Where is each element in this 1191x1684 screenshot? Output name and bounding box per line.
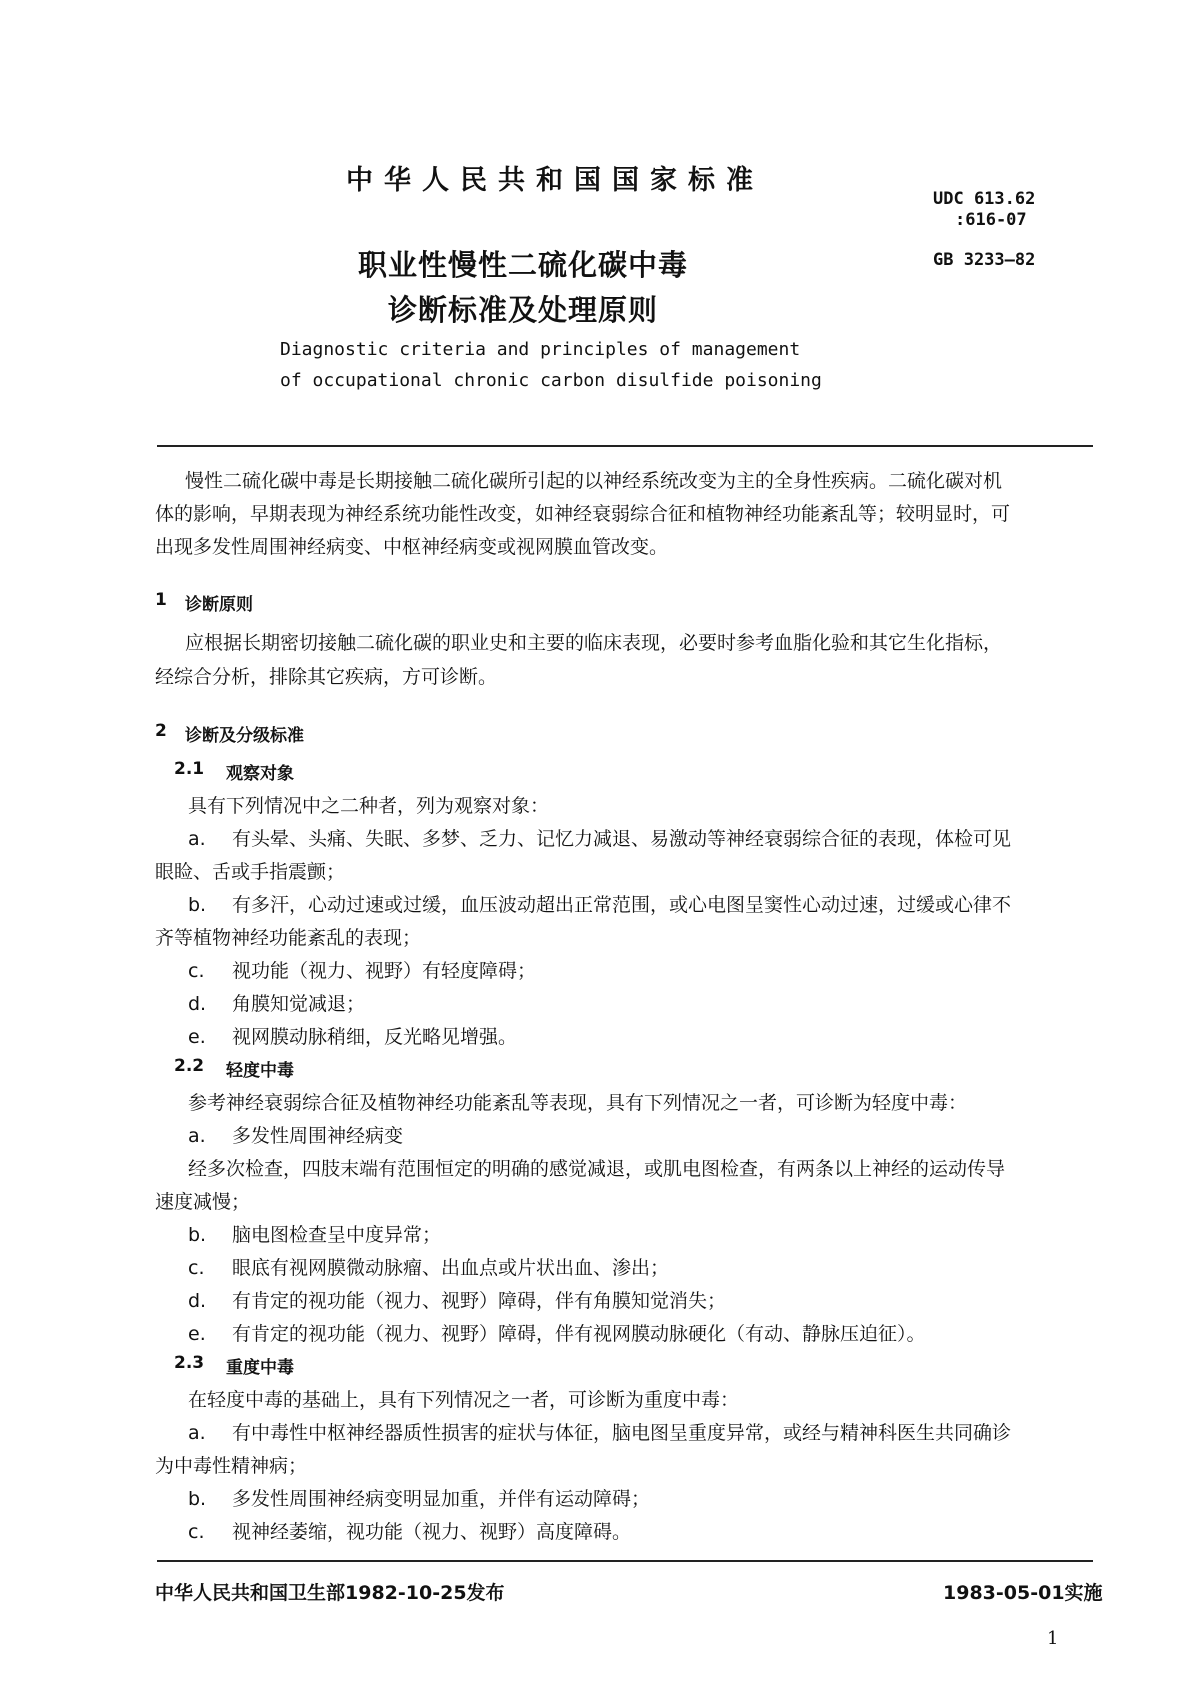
section-2-3-b-text: 多发性周围神经病变明显加重，并伴有运动障碍； [232, 1488, 651, 1510]
section-2-1-number: 2.1 [174, 759, 205, 779]
section-2-2-title: 轻度中毒 [226, 1061, 294, 1081]
udc-code-line1: UDC 613.62 [933, 189, 1036, 209]
issued-by-date: 中华人民共和国卫生部1982-10-25发布 [155, 1582, 505, 1604]
udc-code-line2: :616-07 [955, 210, 1027, 230]
section-2-3-c-mark: c. [188, 1521, 205, 1543]
section-2-1-title: 观察对象 [226, 764, 294, 784]
section-2-2-a-mark: a. [188, 1125, 206, 1147]
section-2-3-c-text: 视神经萎缩，视功能（视力、视野）高度障碍。 [232, 1521, 632, 1543]
section-2-2-a-detail2: 速度减慢； [155, 1191, 251, 1213]
section-2-1-a-line2: 眼睑、舌或手指震颤； [155, 861, 346, 883]
section-2-3-a-line2: 为中毒性精神病； [155, 1455, 308, 1477]
national-standard-header: 中华人民共和国国家标准 [346, 165, 764, 196]
section-2-2-number: 2.2 [174, 1056, 205, 1076]
title-en-line1: Diagnostic criteria and principles of management [280, 339, 801, 360]
section-2-2-e-text: 有肯定的视功能（视力、视野）障碍，伴有视网膜动脉硬化（有动、静脉压迫征）。 [232, 1323, 926, 1345]
section-1-number: 1 [155, 590, 167, 610]
section-2-1-a-mark: a. [188, 828, 206, 850]
section-2-1-b-line1: 有多汗，心动过速或过缓，血压波动超出正常范围，或心电图呈窦性心动过速，过缓或心律不 [232, 894, 1012, 916]
section-2-2-d-text: 有肯定的视功能（视力、视野）障碍，伴有角膜知觉消失； [232, 1290, 727, 1312]
section-2-2-b-text: 脑电图检查呈中度异常； [232, 1224, 442, 1246]
section-2-2-c-mark: c. [188, 1257, 205, 1279]
section-2-3-number: 2.3 [174, 1353, 205, 1373]
section-1-title: 诊断原则 [185, 595, 253, 615]
section-2-number: 2 [155, 721, 167, 741]
section-2-1-intro: 具有下列情况中之二种者，列为观察对象： [188, 795, 550, 817]
section-2-3-a-mark: a. [188, 1422, 206, 1444]
title-en-line2: of occupational chronic carbon disulfide poisoning [280, 370, 822, 391]
page-number: 1 [1047, 1628, 1059, 1649]
section-2-2-e-mark: e. [188, 1323, 206, 1345]
section-2-1-b-line2: 齐等植物神经功能紊乱的表现； [155, 927, 422, 949]
intro-line1: 慢性二硫化碳中毒是长期接触二硫化碳所引起的以神经系统改变为主的全身性疾病。二硫化碳对机 [185, 470, 1003, 492]
section-1-line1: 应根据长期密切接触二硫化碳的职业史和主要的临床表现，必要时参考血脂化验和其它生化指标， [185, 632, 1003, 654]
section-1-line2: 经综合分析，排除其它疾病，方可诊断。 [155, 666, 498, 688]
section-2-1-d-text: 角膜知觉减退； [232, 993, 366, 1015]
bottom-divider [157, 1560, 1093, 1562]
top-divider [157, 445, 1093, 447]
section-2-1-a-line1: 有头晕、头痛、失眠、多梦、乏力、记忆力减退、易激动等神经衰弱综合征的表现，体检可见 [232, 828, 1012, 850]
section-2-1-e-text: 视网膜动脉稍细，反光略见增强。 [232, 1026, 518, 1048]
section-2-1-d-mark: d. [188, 993, 207, 1015]
intro-line2: 体的影响，早期表现为神经系统功能性改变，如神经衰弱综合征和植物神经功能紊乱等；较明显时，可 [155, 503, 1011, 525]
section-2-1-c-mark: c. [188, 960, 205, 982]
section-2-2-c-text: 眼底有视网膜微动脉瘤、出血点或片状出血、渗出； [232, 1257, 670, 1279]
title-zh-line1: 职业性慢性二硫化碳中毒 [358, 248, 689, 282]
section-2-title: 诊断及分级标准 [185, 726, 304, 746]
effective-date: 1983-05-01实施 [943, 1582, 1103, 1604]
section-2-2-d-mark: d. [188, 1290, 207, 1312]
section-2-2-b-mark: b. [188, 1224, 207, 1246]
title-zh-line2: 诊断标准及处理原则 [388, 293, 659, 327]
section-2-3-b-mark: b. [188, 1488, 207, 1510]
intro-line3: 出现多发性周围神经病变、中枢神经病变或视网膜血管改变。 [155, 536, 669, 558]
section-2-2-intro: 参考神经衰弱综合征及植物神经功能紊乱等表现，具有下列情况之一者，可诊断为轻度中毒： [188, 1092, 968, 1114]
section-2-2-a-text: 多发性周围神经病变 [232, 1125, 404, 1147]
section-2-1-c-text: 视功能（视力、视野）有轻度障碍； [232, 960, 537, 982]
section-2-1-e-mark: e. [188, 1026, 206, 1048]
section-2-3-title: 重度中毒 [226, 1358, 294, 1378]
section-2-1-b-mark: b. [188, 894, 207, 916]
section-2-3-a-line1: 有中毒性中枢神经器质性损害的症状与体征，脑电图呈重度异常，或经与精神科医生共同确诊 [232, 1422, 1012, 1444]
section-2-3-intro: 在轻度中毒的基础上，具有下列情况之一者，可诊断为重度中毒： [188, 1389, 740, 1411]
gb-standard-number: GB 3233—82 [933, 250, 1036, 270]
section-2-2-a-detail1: 经多次检查，四肢末端有范围恒定的明确的感觉减退，或肌电图检查，有两条以上神经的运动传导 [188, 1158, 1006, 1180]
